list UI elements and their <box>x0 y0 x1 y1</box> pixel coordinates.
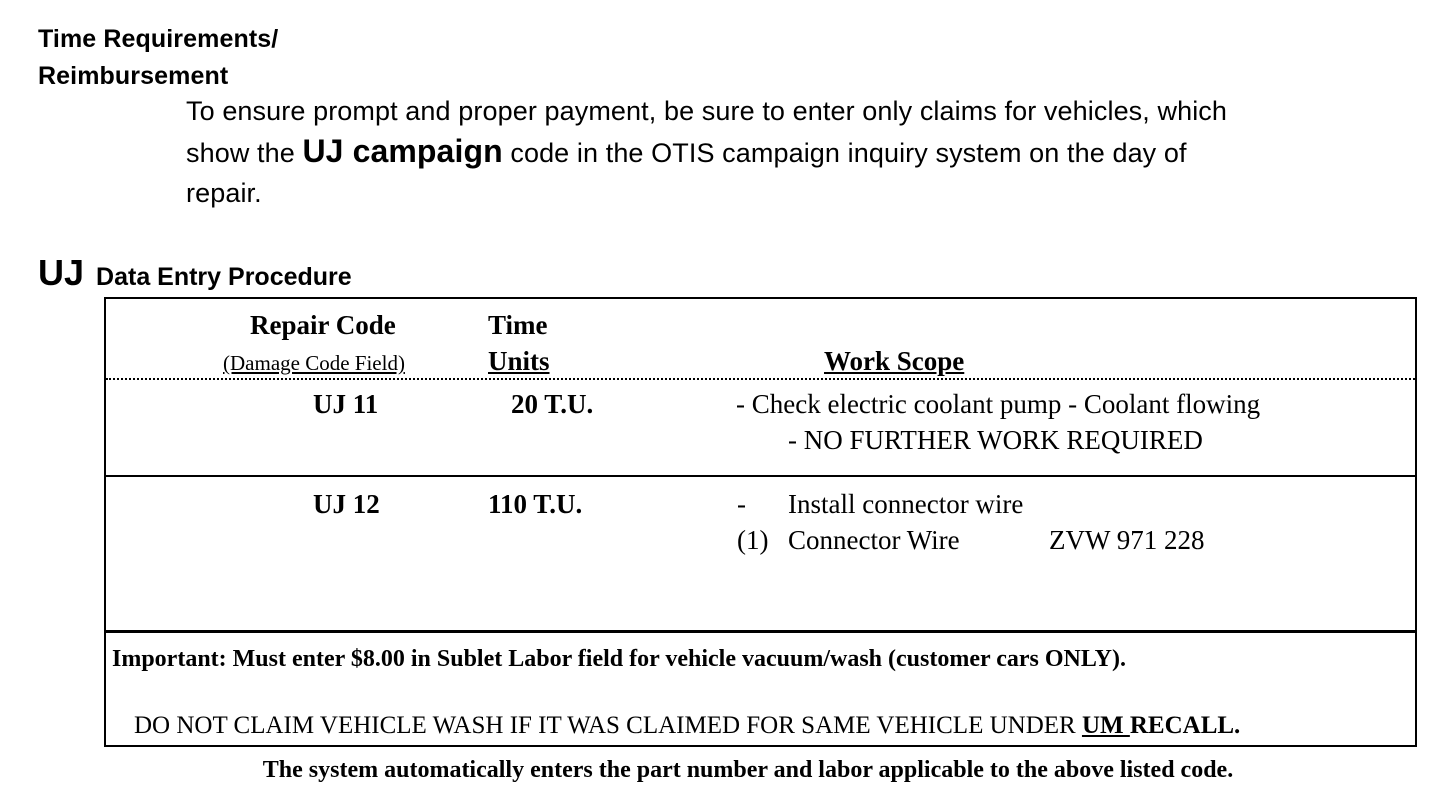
paragraph-line-2 <box>186 131 1406 173</box>
important-note: Important: Must enter $8.00 in Sublet Labor field for vehicle vacuum/wash (customer cars ONLY). <box>112 646 1126 672</box>
paragraph-line-2-post: code in the OTIS campaign inquiry system on the day of <box>502 138 1187 168</box>
warning-code: UM <box>1081 712 1130 739</box>
row-1-code: UJ 11 <box>313 389 379 419</box>
row-1-scope-line-2: - NO FURTHER WORK REQUIRED <box>788 425 1203 455</box>
header-time: Time <box>488 310 548 340</box>
footer-note: The system automatically enters the part number and labor applicable to the above listed code. <box>262 757 1234 783</box>
row-2-part-number: ZVW 971 228 <box>1049 525 1205 555</box>
warning-post: RECALL. <box>1129 712 1241 739</box>
row-divider-2 <box>106 630 1415 633</box>
row-2-scope-dash: - <box>737 489 746 519</box>
row-2-time-units: 110 T.U. <box>488 489 583 519</box>
procedure-code: UJ <box>38 252 85 293</box>
row-2-code: UJ 12 <box>313 489 380 519</box>
row-1-time-units: 20 T.U. <box>511 389 594 419</box>
time-requirements-heading <box>38 21 278 95</box>
row-2-part-name: Connector Wire <box>788 525 960 555</box>
header-units: Units <box>488 346 550 376</box>
paragraph-line-1: To ensure prompt and proper payment, be sure to enter only claims for vehicles, which <box>186 96 1228 126</box>
heading-line-1: Time Requirements/ <box>38 25 279 53</box>
data-entry-table <box>104 297 1417 747</box>
paragraph-line-2-pre: show the <box>186 138 303 168</box>
header-repair-code: Repair Code <box>250 310 396 340</box>
heading-line-2: Reimbursement <box>38 62 229 90</box>
header-work-scope: Work Scope <box>824 346 965 376</box>
procedure-heading <box>38 252 352 294</box>
row-1-scope-line-1: - Check electric coolant pump - Coolant flowing <box>736 389 1261 419</box>
campaign-code-emphasis: UJ campaign <box>302 133 503 169</box>
header-divider <box>106 378 1415 380</box>
header-damage-code-field: (Damage Code Field) <box>223 351 405 375</box>
row-divider-1 <box>106 475 1415 477</box>
procedure-title: Data Entry Procedure <box>96 263 352 291</box>
row-2-scope-text: Install connector wire <box>788 489 1024 519</box>
paragraph-line-3: repair. <box>186 178 262 208</box>
warning-pre: DO NOT CLAIM VEHICLE WASH IF IT WAS CLAIMED FOR SAME VEHICLE UNDER <box>134 712 1082 739</box>
vehicle-wash-warning <box>134 708 1240 744</box>
time-requirements-paragraph <box>186 91 1406 213</box>
row-2-part-qty: (1) <box>737 525 769 555</box>
